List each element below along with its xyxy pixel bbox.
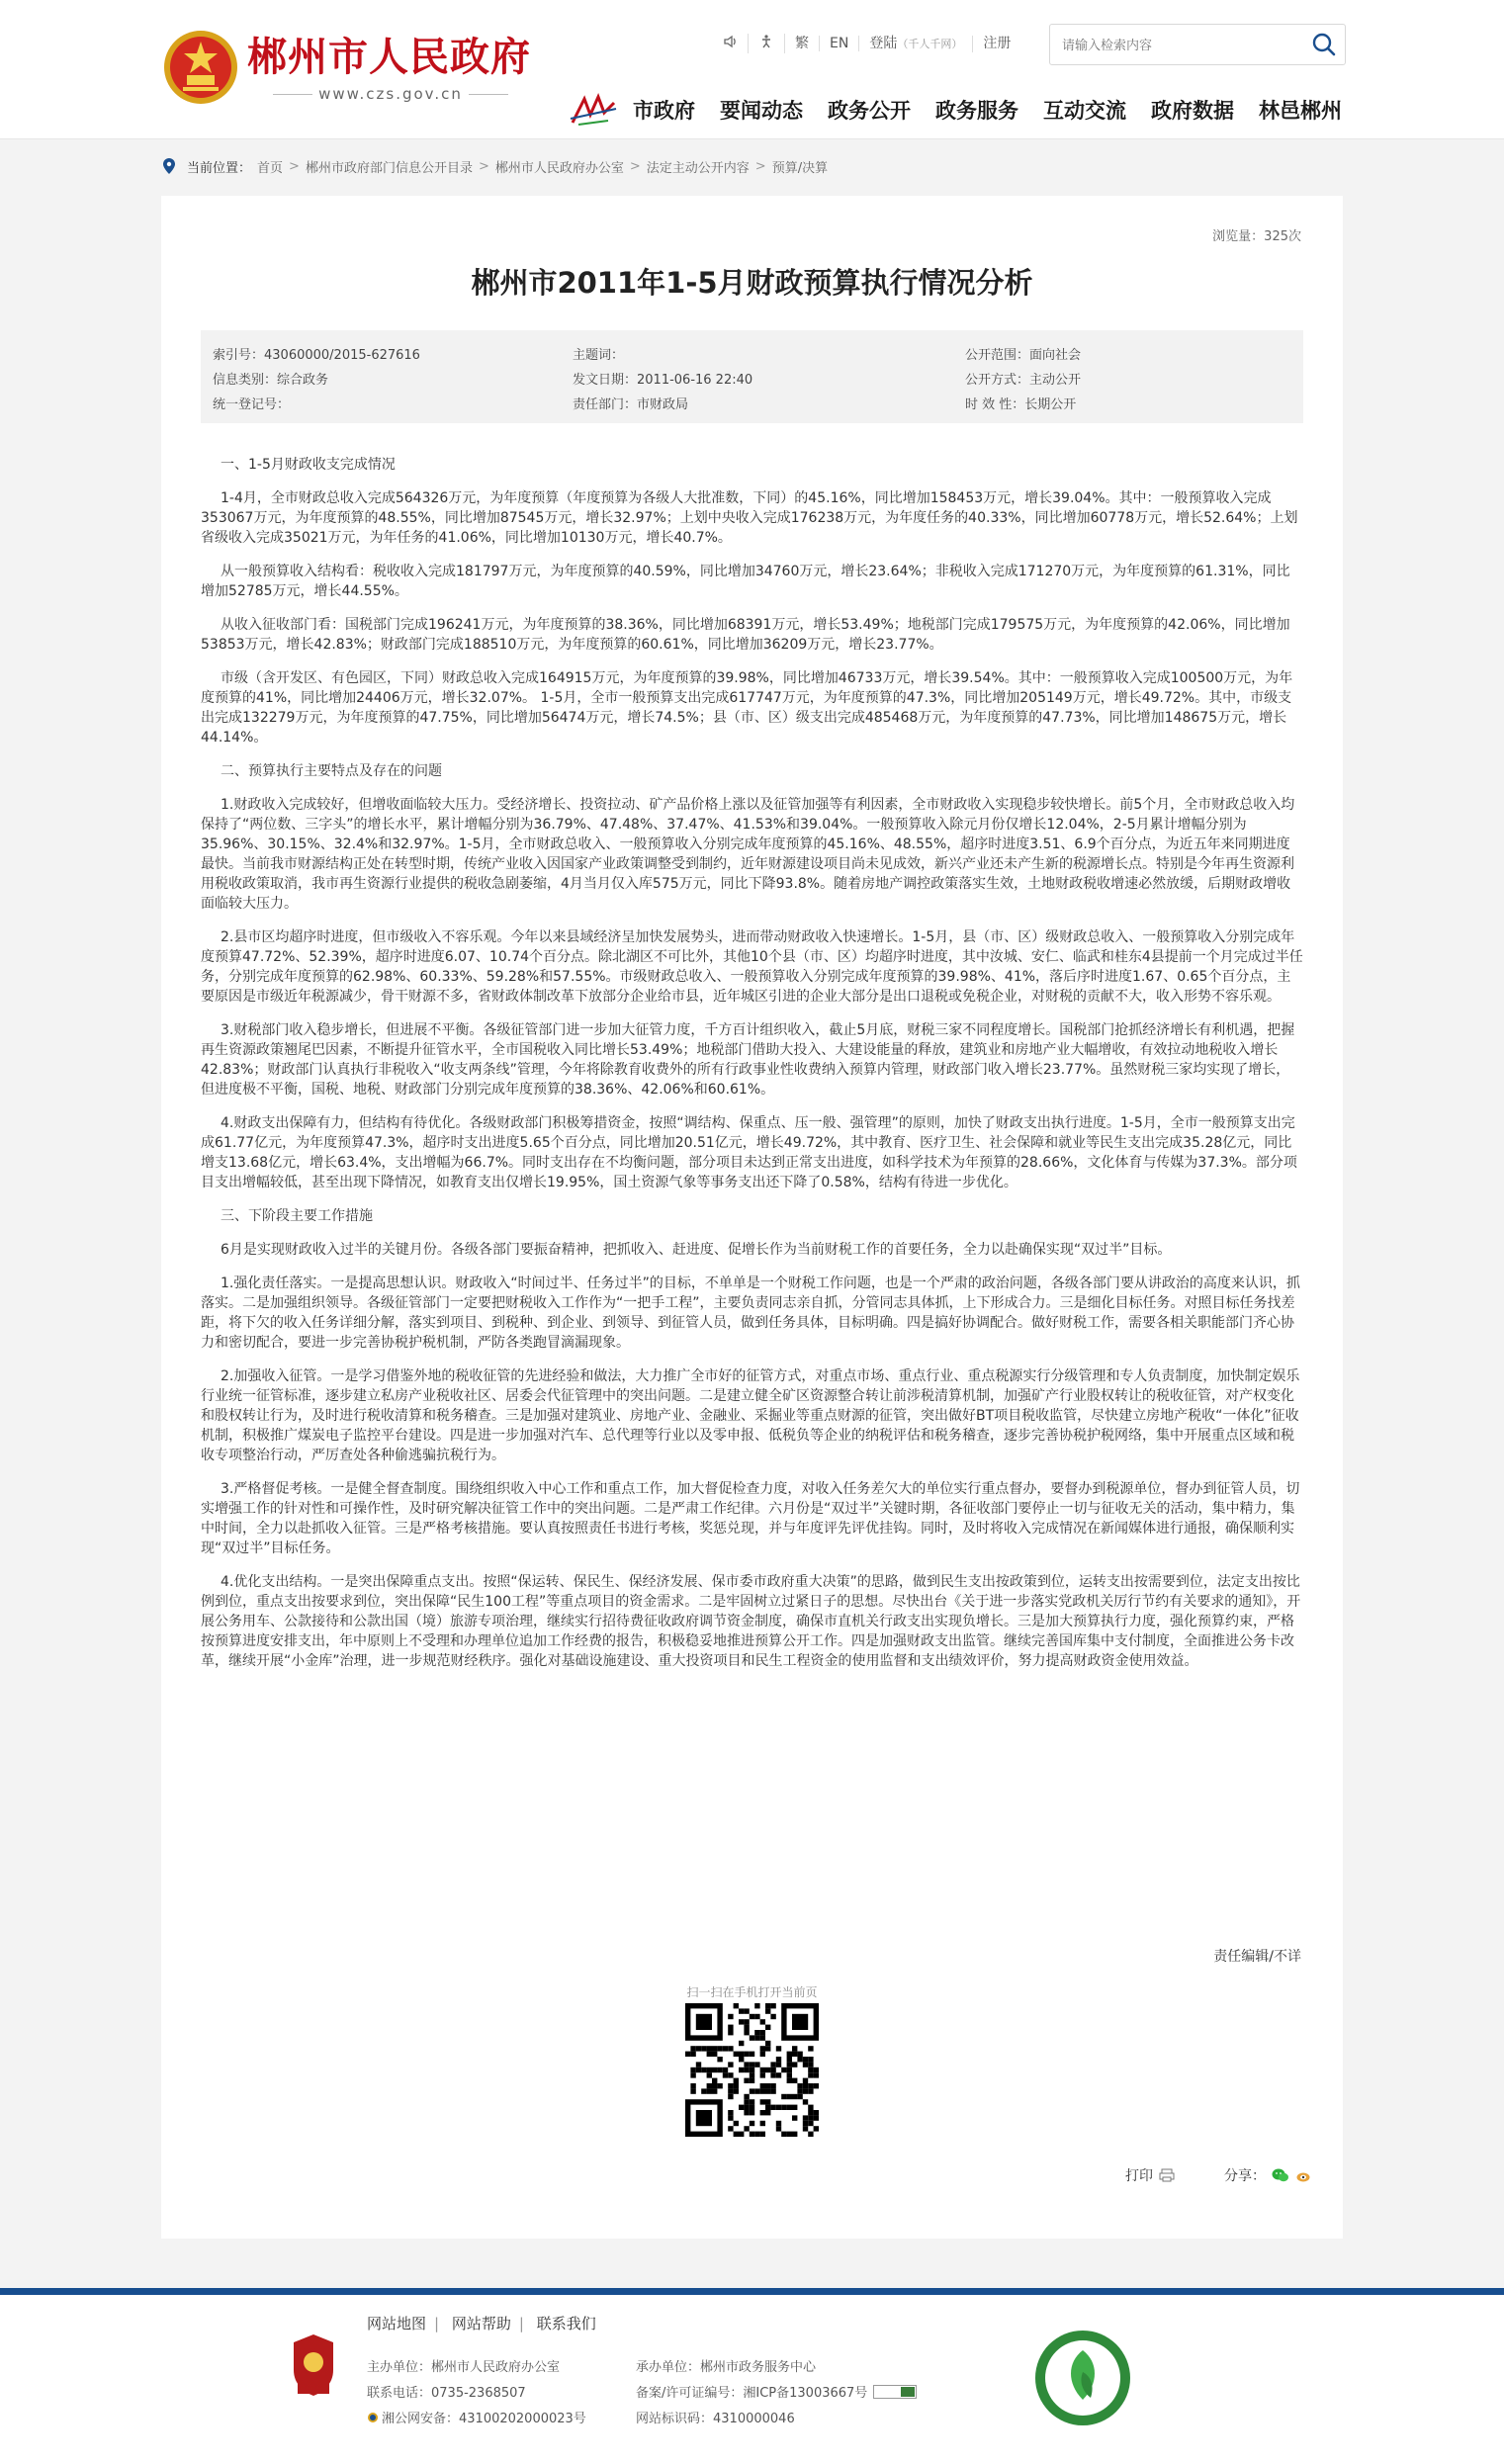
print-label: 打印 [1125,2168,1153,2184]
nav-item-news[interactable]: 要闻动态 [720,99,803,123]
site-url: www.czs.gov.cn [247,85,534,103]
qr-code-icon [685,2003,819,2137]
site-footer [0,2295,1504,2464]
footer-link-sitemap[interactable]: 网站地图 [367,2315,427,2332]
footer-link-separator: | [518,2315,524,2332]
register-link[interactable]: 注册 [983,36,1012,51]
footer-icp-text: 备案/许可证编号：湘ICP备13003667号 [636,2386,868,2401]
breadcrumb-separator: > [289,158,300,174]
footer-police-record[interactable] [367,2408,586,2426]
breadcrumb [161,156,828,176]
traditional-chinese-link[interactable]: 繁 [785,36,820,51]
login-label: 登陆 [869,35,898,51]
site-header [0,0,1504,139]
footer-police-text: 湘公网安备：43100202000023号 [382,2412,586,2426]
article-paragraph: 1.财政收入完成较好，但增收面临较大压力。受经济增长、投资拉动、矿产品价格上涨以及征管加强等有利因素，全市财政收入实现稳步较快增长。前5个月，全市财政总收入均保持了“两位数、三字头”的增长水平，累计增幅分别为36.79%、47.48%、37.47%、41.53%和39.04%。一般预算收入除元月份仅增长12.04%，2-5月累计增幅分别为35.96%、30.15%、32.4%和32.97%。1-5月，全市财政总收入、一般预算收入分别完成年度预算的45.16%、48.55%，超序时进度3.51、6.9个百分点，为近五年来同期进度最快。当前我市财源结构正处在转型时期，传统产业收入因国家产业政策调整受到制约，近年财源建设项目尚未见成效，新兴产业还未产生新的税源增长点。特别是今年再生资源利用税收政策取消，我市再生资源行业提供的税收急剧萎缩，4月当月仅入库575万元，同比下降93.8%。随着房地产调控政策落实生效，土地财政税收增速必然放缓，后期财政增收面临较大压力。 [201,797,1295,912]
breadcrumb-home[interactable]: 首页 [257,160,284,176]
national-emblem-icon[interactable] [161,28,240,107]
breadcrumb-statutory[interactable]: 法定主动公开内容 [646,160,750,176]
site-title[interactable]: 郴州市人民政府 [247,34,531,80]
search-input[interactable] [1060,33,1301,58]
article-paragraph: 4.财政支出保障有力，但结构有待优化。各级财政部门积极筹措资金，按照“调结构、保重点、压一般、强管理”的原则，加快了财政支出执行进度。1-5月，全市一般预算支出完成61.77亿元，为年度预算47.3%，超序时支出进度5.65个百分点，同比增加20.51亿元，增长49.72%，其中教育、医疗卫生、社会保障和就业等民生支出完成35.28亿元，同比增支13.68亿元，增长63.4%，支出增幅为66.7%。同时支出存在不均衡问题，部分项目未达到正常支出进度，如科学技术为年预算的28.66%，文化体育与传媒为37.3%。部分项目支出增幅较低，甚至出现下降情况，如教育支出仅增长19.95%，国土资源气象等事务支出还下降了0.58%，结构有待进一步优化。 [201,1115,1297,1190]
print-button[interactable] [1125,2165,1175,2185]
meta-method: 公开方式：主动公开 [965,373,1082,388]
footer-icp[interactable] [636,2382,917,2401]
nav-item-linyi[interactable]: 林邑郴州 [1259,99,1342,123]
article-paragraph: 市级（含开发区、有色园区，下同）财政总收入完成164915万元，为年度预算的39.98%，同比增加46733万元，增长39.54%。其中：一般预算收入完成100500万元，为年度预算的41%，同比增加24406万元，增长32.07%。 1-5月，全市一般预算支出完成617747万元，为年度预算的47.3%，同比增加205149万元，增长49.72%。其中，市级支出完成132279万元，为年度预算的47.75%，同比增加56474万元，增长74.5%；县（市、区）级支出完成485468万元，为年度预算的47.73%，同比增加148675万元，增长44.14%。 [201,670,1293,746]
nav-item-interaction[interactable]: 互动交流 [1043,99,1126,123]
footer-site-code: 网站标识码：4310000046 [636,2412,795,2426]
nav-item-data[interactable]: 政府数据 [1151,99,1234,123]
nav-item-government[interactable]: 市政府 [633,99,695,123]
view-count: 浏览量：325次 [1212,229,1301,244]
footer-contact-phone: 联系电话：0735-2368507 [367,2386,526,2401]
location-pin-icon [161,157,177,175]
article-paragraph: 6月是实现财政收入过半的关键月份。各级各部门要振奋精神，把抓收入、赶进度、促增长作为当前财税工作的首要任务，全力以赴确保实现“双过半”目标。 [221,1242,1172,1258]
article-paragraph: 2.加强收入征管。一是学习借鉴外地的税收征管的先进经验和做法，大力推广全市好的征管方式，对重点市场、重点行业、重点税源实行分级管理和专人负责制度，加快制定娱乐行业统一征管标准，逐步建立私房产业税收社区、居委会代征管理中的突出问题。二是建立健全矿区资源整合转让前涉税清算机制，加强矿产行业股权转让的税收征管，对产权变化和股权转让行为，及时进行税收清算和税务稽查。三是加强对建筑业、房地产业、金融业、采掘业等重点财源的征管，突出做好BT项目税收监管，尽快建立房地产税收“一体化”征收机制，积极推广煤炭电子监控平台建设。四是进一步加强对汽车、总代理等行业以及零申报、低税负等企业的纳税评估和税务稽查，逐步完善协税护税网络，集中开展重点区域和税收专项整治行动，严厉查处各种偷逃骗抗税行为。 [201,1368,1300,1463]
login-note: （千人千网） [897,37,963,50]
meta-subject: 主题词： [573,348,625,363]
breadcrumb-separator: > [754,158,766,174]
article-paragraph: 3.严格督促考核。一是健全督查制度。围绕组织收入中心工作和重点工作，加大督促检查力度，对收入任务差欠大的单位实行重点督办，要督办到税源单位，督办到征管人员，切实增强工作的针对性和可操作性，及时研究解决征管工作中的突出问题。二是严肃工作纪律。六月份是“双过半”关键时期，各征收部门要停止一切与征收无关的活动，集中精力，集中时间，全力以赴抓收入征管。三是严格考核措施。要认真按照责任书进行考核，奖惩兑现，并与年度评先评优挂钩。同时，及时将收入完成情况在新闻媒体进行通报，确保顺利实现“双过半”目标任务。 [201,1481,1300,1556]
nav-item-open-affairs[interactable]: 政务公开 [828,99,911,123]
printer-icon [1159,2168,1175,2182]
section-heading: 三、下阶段主要工作措施 [221,1208,373,1224]
article-paragraph: 3.财税部门收入稳步增长，但进展不平衡。各级征管部门进一步加大征管力度，千方百计组织收入，截止5月底，财税三家不同程度增长。国税部门抢抓经济增长有利机遇，把握再生资源政策翘尾巴因素，不断提升征管水平，全市国税收入同比增长53.49%；地税部门借助大投入、大建设能量的释放，建筑业和房地产业大幅增收，有效拉动地税收入增长42.83%；财政部门认真执行非税收入“收支两条线”管理，今年将除教育收费外的所有行政事业性收费纳入预算内管理，财政部门收入增长23.77%。虽然财税三家均实现了增长，但进度极不平衡，国税、地税、财政部门分别完成年度预算的38.36%、42.06%和60.61%。 [201,1022,1295,1098]
footer-organizer: 承办单位：郴州市政务服务中心 [636,2360,817,2375]
footer-link-contact[interactable]: 联系我们 [536,2315,596,2332]
section-heading: 二、预算执行主要特点及存在的问题 [221,763,442,779]
article-title: 郴州市2011年1-5月财政预算执行情况分析 [471,266,1033,300]
article-paragraph: 从收入征收部门看：国税部门完成196241万元，为年度预算的38.36%，同比增加68391万元，增长53.49%；地税部门完成179575万元，为年度预算的42.06%，同比增加53853万元，增长42.83%；财政部门完成188510万元，为年度预算的60.61%，同比增加36209万元，增长23.77%。 [201,617,1290,653]
meta-unified-code: 统一登记号： [213,397,291,412]
share-label: 分享： [1224,2168,1266,2184]
breadcrumb-office[interactable]: 郴州市人民政府办公室 [494,160,624,176]
meta-info-category: 信息类别：综合政务 [213,373,329,388]
breadcrumb-separator: > [629,158,641,174]
utility-bar [712,30,1020,57]
article-card [161,196,1343,2239]
wechat-icon[interactable] [1272,2167,1289,2183]
qr-label: 扫一扫在手机打开当前页 [686,1985,818,1999]
section-heading: 一、1-5月财政收支完成情况 [221,457,396,473]
article-paragraph: 1.强化责任落实。一是提高思想认识。财政收入“时间过半、任务过半”的目标，不单单是一个财税工作问题，也是一个严肃的政治问题，各级各部门要从讲政治的高度来认识，抓落实。二是加强组织领导。各级征管部门一定要把财税收入工作作为“一把手工程”，主要负责同志亲自抓，分管同志具体抓，上下形成合力。三是细化目标任务。对照目标任务找差距，将下欠的收入任务详细分解，落实到项目、到税种、到企业、到领导、到征管人员，做到任务具体，目标明确。四是搞好协调配合。做好财税工作，需要各相关职能部门齐心协力和密切配合，要进一步完善协税护税机制，严防各类跑冒滴漏现象。 [201,1276,1300,1351]
accessibility-icon[interactable] [749,34,785,53]
breadcrumb-separator: > [478,158,489,174]
cnzz-badge-icon[interactable] [873,2385,917,2399]
footer-sponsor: 主办单位：郴州市人民政府办公室 [367,2360,561,2375]
login-link[interactable] [859,36,973,52]
meta-department: 责任部门：市财政局 [573,397,689,412]
meta-index-no: 索引号：43060000/2015-627616 [213,348,420,363]
footer-divider [0,2288,1504,2295]
article-body [201,455,1303,1685]
meta-validity: 时 效 性：长期公开 [965,397,1077,412]
share-bar [1125,2165,1311,2185]
meta-publish-date: 发文日期：2011-06-16 22:40 [573,373,753,388]
article-paragraph: 4.优化支出结构。一是突出保障重点支出。按照“保运转、保民生、保经济发展、保市委市政府重大决策”的思路，做到民生支出按政策到位，运转支出按需要到位，法定支出按比例到位，重点支出按要求到位，突出保障“民生100工程”等重点项目的资金需求。二是牢固树立过紧日子的思想。尽快出台《关于进一步落实党政机关厉行节约有关要求的通知》，开展公务用车、公款接待和公款出国（境）旅游专项治理，继续实行招待费征收政府调节资金制度，确保市直机关行政支出实现负增长。三是加大预算执行力度，强化预算约束，严格按预算进度安排支出，年中原则上不受理和办理单位追加工作经费的报告，积极稳妥地推进预算公开工作。四是加强财政支出监管。继续完善国库集中支付制度，全面推进公务卡改革，继续开展“小金库”治理，进一步规范财经秩序。强化对基础设施建设、重大投资项目和民生工程资金的使用监督和支出绩效评价，努力提高财政资金使用效益。 [201,1574,1301,1669]
weibo-icon[interactable] [1295,2167,1311,2183]
police-badge-icon [367,2412,379,2423]
footer-links [367,2313,596,2333]
article-paragraph: 从一般预算收入结构看：税收收入完成181797万元，为年度预算的40.59%，同比增加34760万元，增长23.64%；非税收入完成171270万元，为年度预算的61.31%，同比增加52785万元，增长44.55%。 [201,564,1290,599]
article-meta [201,330,1303,423]
search-icon[interactable] [1311,32,1337,57]
english-link[interactable]: EN [820,36,859,51]
nav-item-services[interactable]: 政务服务 [935,99,1018,123]
responsible-editor: 责任编辑/不详 [1213,1949,1301,1965]
breadcrumb-label: 当前位置： [187,160,252,176]
article-paragraph: 1-4月，全市财政总收入完成564326万元，为年度预算（年度预算为各级人大批准数，下同）的45.16%，同比增加158453万元，增长39.04%。其中：一般预算收入完成353067万元，为年度预算的48.55%，同比增加87545万元，增长32.97%；上划中央收入完成176238万元，为年度任务的40.33%，同比增加60778万元，增长52.64%；上划省级收入完成35021万元，为年任务的41.06%，同比增加10130万元，增长40.7%。 [201,490,1298,546]
article-paragraph: 2.县市区均超序时进度，但市级收入不容乐观。今年以来县域经济呈加快发展势头，进而带动财政收入快速增长。1-5月，县（市、区）级财政总收入、一般预算收入分别完成年度预算47.72%、52.39%，超序时进度6.07、10.74个百分点。除北湖区不可比外，其他10个县（市、区）均超序时进度，其中汝城、安仁、临武和桂东4县提前一个月完成过半任务，分别完成年度预算的62.98%、60.33%、59.28%和57.55%。市级财政总收入、一般预算收入分别完成年度预算的39.98%、41%，落后序时进度1.67、0.65个百分点，主要原因是市级近年税源减少，骨干财源不多，省财政体制改革下放部分企业给市县，近年城区引进的企业大部分是出口退税或免税企业，对财税的贡献不大，收入形势不容乐观。 [201,929,1303,1005]
breadcrumb-directory[interactable]: 郴州市政府部门信息公开目录 [305,160,473,176]
meta-scope: 公开范围：面向社会 [965,348,1082,363]
search-box [1049,24,1346,65]
footer-link-help[interactable]: 网站帮助 [451,2315,511,2332]
footer-link-separator: | [434,2315,440,2332]
civilized-city-badge-icon[interactable] [1033,2329,1132,2427]
nav-logo-icon [569,93,618,127]
main-nav [633,95,1342,125]
party-government-badge-icon[interactable] [290,2332,337,2400]
voice-icon[interactable] [712,34,749,53]
breadcrumb-budget[interactable]: 预算/决算 [771,160,829,176]
